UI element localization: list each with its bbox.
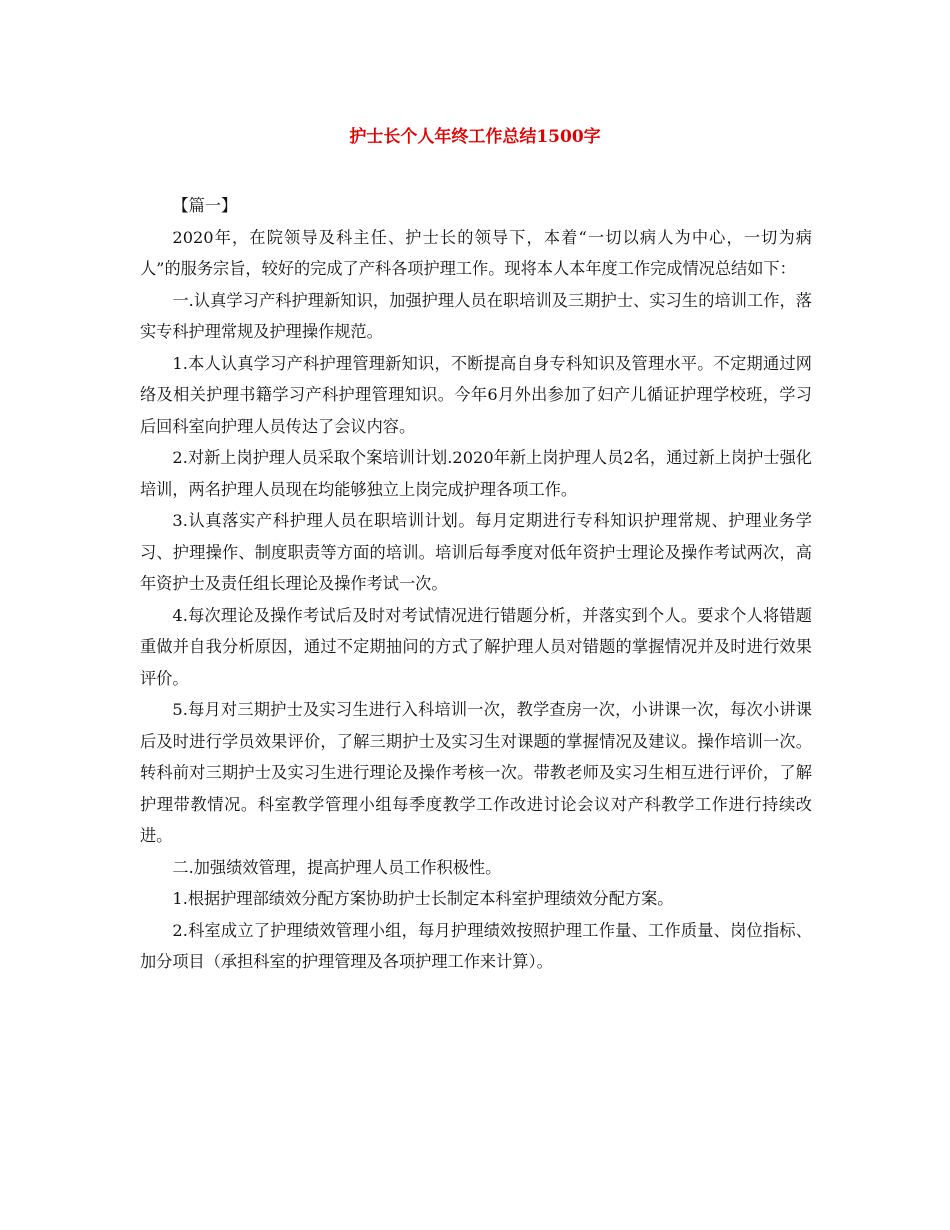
paragraph: 2.对新上岗护理人员采取个案培训计划.2020年新上岗护理人员2名，通过新上岗护士强化培训，两名护理人员现在均能够独立上岗完成护理各项工作。: [140, 448, 812, 499]
paragraph: 二.加强绩效管理，提高护理人员工作积极性。: [172, 857, 502, 877]
document-body: [140, 190, 812, 978]
paragraph: 2020年，在院领导及科主任、护士长的领导下，本着“一切以病人为中心，一切为病人”的服务宗旨，较好的完成了产科各项护理工作。现将本人本年度工作完成情况总结如下：: [140, 227, 812, 278]
paragraph: 5.每月对三期护士及实习生进行入科培训一次，教学查房一次，小讲课一次，每次小讲课后及时进行学员效果评价，了解三期护士及实习生对课题的掌握情况及建议。操作培训一次。转科前对三期护士及实习生进行理论及操作考核一次。带教老师及实习生相互进行评价，了解护理带教情况。科室教学管理小组每季度教学工作改进讨论会议对产科教学工作进行持续改进。: [140, 700, 812, 845]
paragraph: 2.科室成立了护理绩效管理小组，每月护理绩效按照护理工作量、工作质量、岗位指标、加分项目（承担科室的护理管理及各项护理工作来计算）。: [140, 920, 812, 971]
paragraph: 4.每次理论及操作考试后及时对考试情况进行错题分析，并落实到个人。要求个人将错题重做并自我分析原因，通过不定期抽问的方式了解护理人员对错题的掌握情况并及时进行效果评价。: [140, 605, 812, 688]
section-heading: 【篇一】: [172, 196, 238, 215]
paragraph: 1.根据护理部绩效分配方案协助护士长制定本科室护理绩效分配方案。: [172, 889, 674, 908]
paragraph: 1.本人认真学习产科护理管理新知识，不断提高自身专科知识及管理水平。不定期通过网络及相关护理书籍学习产科护理管理知识。今年6月外出参加了妇产儿循证护理学校班，学习后回科室向护理人员传达了会议内容。: [140, 353, 812, 436]
document-title: 护士长个人年终工作总结1500字: [349, 127, 601, 147]
paragraph: 一.认真学习产科护理新知识，加强护理人员在职培训及三期护士、实习生的培训工作，落实专科护理常规及护理操作规范。: [140, 290, 812, 341]
paragraph: 3.认真落实产科护理人员在职培训计划。每月定期进行专科知识护理常规、护理业务学习、护理操作、制度职责等方面的培训。培训后每季度对低年资护士理论及操作考试两次，高年资护士及责任组长理论及操作考试一次。: [140, 511, 812, 593]
